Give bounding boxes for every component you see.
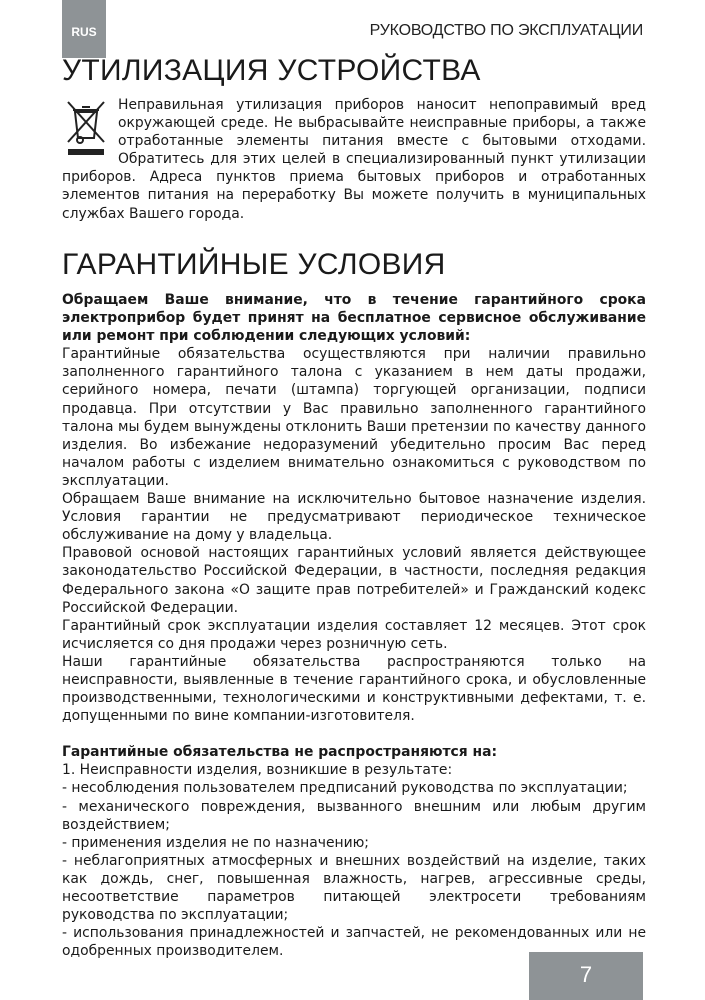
- exclusion-item: - использования принадлежностей и запчастей, не рекомендованных или не одобренных производителем.: [62, 925, 646, 960]
- exclusion-item: - применения изделия не по назначению;: [62, 834, 369, 851]
- exclusion-item: 1. Неисправности изделия, возникшие в результате:: [62, 762, 453, 779]
- exclusion-item: - неблагоприятных атмосферных и внешних воздействий на изделие, таких как дождь, снег, повышенная влажность, нагрев, агрессивные среды, несоответствие параметров питающей электросети требованиям руководства по эксплуатации;: [62, 852, 646, 924]
- warranty-paragraph: Наши гарантийные обязательства распространяются только на неисправности, выявленные в течение гарантийного срока, и обусловленные производственными, технологическими и конструктивными дефектами, т. е. допущенными по вине компании-изготовителя.: [62, 653, 646, 725]
- disposal-text-block: [62, 96, 646, 223]
- warranty-body: [62, 291, 646, 960]
- exclusion-item: - несоблюдения пользователем предписаний руководства по эксплуатации;: [62, 780, 628, 797]
- disposal-text: Неправильная утилизация приборов наносит непоправимый вред окружающей среде. Не выбрасывайте неисправные приборы, а также отработанные элементы питания вместе с бытовыми отходами. Обратитесь для этих целей в специализированный пункт утилизации приборов. Адреса пунктов приема бытовых приборов и отработанных элементов питания на переработку Вы можете получить в муниципальных службах Вашего города.: [62, 97, 646, 222]
- warranty-heading: ГАРАНТИЙНЫЕ УСЛОВИЯ: [62, 248, 446, 281]
- warranty-paragraph: Гарантийный срок эксплуатации изделия составляет 12 месяцев. Этот срок исчисляется со дня продажи через розничную сеть.: [62, 617, 646, 652]
- exclusions-heading: Гарантийные обязательства не распространяются на:: [62, 744, 498, 761]
- language-tab: RUS: [62, 0, 106, 58]
- warranty-paragraph: Правовой основой настоящих гарантийных условий является действующее законодательство Российской Федерации, в частности, последняя редакция Федерального закона «О защите прав потребителей» и Гражданский кодекс Российской Федерации.: [62, 545, 646, 616]
- warranty-paragraph: Гарантийные обязательства осуществляются при наличии правильно заполненного гарантийного талона с указанием в нем даты продажи, серийного номера, печати (штампа) торгующей организации, подписи продавца. При отсутствии у Вас правильно заполненного гарантийного талона мы будем вынуждены отклонить Ваши претензии по качеству данного изделия. Во избежание недоразумений убедительно просим Вас перед началом работы с изделием внимательно ознакомиться с руководством по эксплуатации.: [62, 346, 646, 489]
- warranty-intro: Обращаем Ваше внимание, что в течение гарантийного срока электроприбор будет принят на бесплатное сервисное обслуживание или ремонт при соблюдении следующих условий:: [62, 292, 646, 345]
- exclusion-item: - механического повреждения, вызванного внешним или любым другим воздействием;: [62, 798, 646, 833]
- page-number: 7: [529, 952, 643, 1000]
- disposal-heading: УТИЛИЗАЦИЯ УСТРОЙСТВА: [62, 54, 481, 87]
- warranty-paragraph: Обращаем Ваше внимание на исключительно бытовое назначение изделия. Условия гарантии не предусматривают периодическое техническое обслуживание на дому у владельца.: [62, 491, 646, 544]
- header-title: РУКОВОДСТВО ПО ЭКСПЛУАТАЦИИ: [369, 22, 643, 39]
